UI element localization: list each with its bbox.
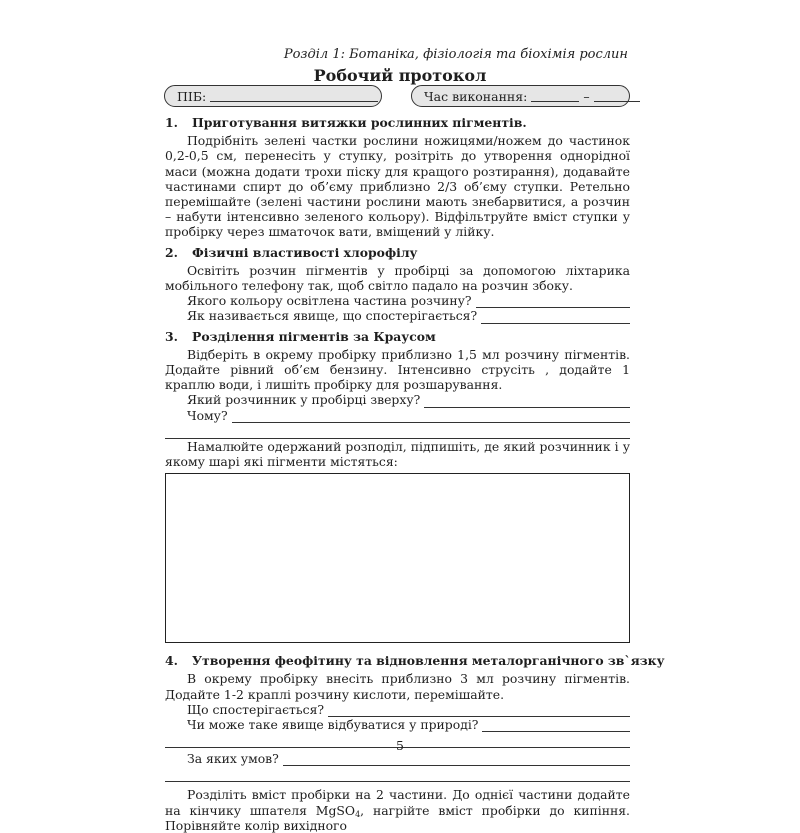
question-text: За яких умов? (187, 751, 279, 767)
section-number: 2. (165, 244, 178, 260)
answer-line[interactable] (424, 396, 630, 408)
question-text: Як називається явище, що спостерігається? (187, 308, 478, 324)
section-paragraph (165, 787, 630, 833)
drawing-instruction: Намалюйте одержаний розподіл, підпишіть, де який розчинник і у якому шарі які пігменти містяться: (165, 438, 630, 470)
section-title: Утворення феофітину та відновлення металорганічного зв`язку (192, 653, 665, 669)
answer-line[interactable] (482, 720, 630, 732)
section-heading (165, 329, 630, 344)
answer-line[interactable] (283, 754, 630, 766)
name-fill-line[interactable] (210, 87, 378, 102)
running-head: Розділ 1: Ботаніка, фізіологія та біохімія рослин (283, 47, 628, 62)
section-paragraph: Подрібніть зелені частки рослини ножицями/ножем до частинок 0,2-0,5 см, перенесіть у ступку, розітріть до утворення однорідної маси (можна додати трохи піску для кращого розтирання), додавайте частинами спирт до об’єму приблизно 2/3 об’єму ступки. Ретельно перемішайте (зелені частини рослини мають знебарвитися, а розчин – набути інтенсивно зеленого кольору). Відфільтруйте вміст ступки у пробірку через шматочок вати, вміщений у лійку. (165, 133, 630, 240)
question-row (165, 717, 630, 732)
section-title: Фізичні властивості хлорофілу (192, 244, 418, 260)
question-text: Який розчинник у пробірці зверху? (187, 392, 421, 408)
answer-line[interactable] (328, 705, 630, 717)
section-number: 1. (165, 115, 178, 130)
question-row (165, 308, 630, 323)
answer-line[interactable] (165, 766, 630, 782)
section-paragraph: Освітіть розчин пігментів у пробірці за допомогою ліхтарика мобільного телефону так, щоб світло падало на розчин збоку. (165, 262, 630, 294)
section-heading (165, 653, 665, 669)
page-title: Робочий протокол (313, 66, 487, 85)
drawing-area[interactable] (165, 473, 630, 643)
section-paragraph: В окрему пробірку внесіть приблизно 3 мл розчину пігментів. Додайте 1-2 краплі розчину кислоти, перемішайте. (165, 671, 630, 702)
time-end-line[interactable] (594, 87, 640, 102)
page-number: 5 (396, 738, 404, 753)
question-row (165, 751, 630, 766)
question-row (165, 392, 630, 407)
subscript: 4 (355, 809, 361, 819)
question-text: Чому? (187, 407, 228, 423)
question-text: Якого кольору освітлена частина розчину? (187, 293, 472, 309)
section-number: 4. (165, 653, 178, 669)
section-title: Приготування витяжки рослинних пігментів. (192, 115, 527, 130)
question-row (165, 702, 630, 717)
time-box[interactable] (411, 85, 630, 107)
answer-line[interactable] (481, 312, 630, 324)
paragraph-text: Розділіть вміст пробірки на 2 частини. До однієї частини додайте на кінчику шпателя MgSO (165, 787, 630, 818)
section-number: 3. (165, 328, 178, 344)
protocol-content (165, 110, 665, 833)
question-row (165, 408, 630, 423)
name-box[interactable] (164, 85, 382, 107)
answer-line[interactable] (476, 296, 630, 308)
section-paragraph: Відберіть в окрему пробірку приблизно 1,5 мл розчину пігментів. Додайте рівний об’єм бензину. Інтенсивно струсіть , додайте 1 краплю води, і лишіть пробірку для розшарування. (165, 346, 630, 393)
name-label: ПІБ: (177, 89, 207, 104)
question-row (165, 293, 630, 308)
question-text: Що спостерігається? (187, 701, 325, 717)
section-heading (165, 115, 630, 130)
question-text: Чи може таке явище відбуватися у природі? (187, 717, 479, 733)
time-label: Час виконання: (424, 89, 528, 104)
paragraph-text: , нагрійте вміст пробірки до кипіння. Порівняйте колір вихідного (165, 802, 630, 833)
answer-line[interactable] (165, 423, 630, 439)
section-title: Розділення пігментів за Краусом (192, 328, 436, 344)
time-separator: – (583, 89, 590, 104)
section-heading (165, 245, 630, 260)
time-start-line[interactable] (531, 87, 579, 102)
answer-line[interactable] (232, 411, 630, 423)
